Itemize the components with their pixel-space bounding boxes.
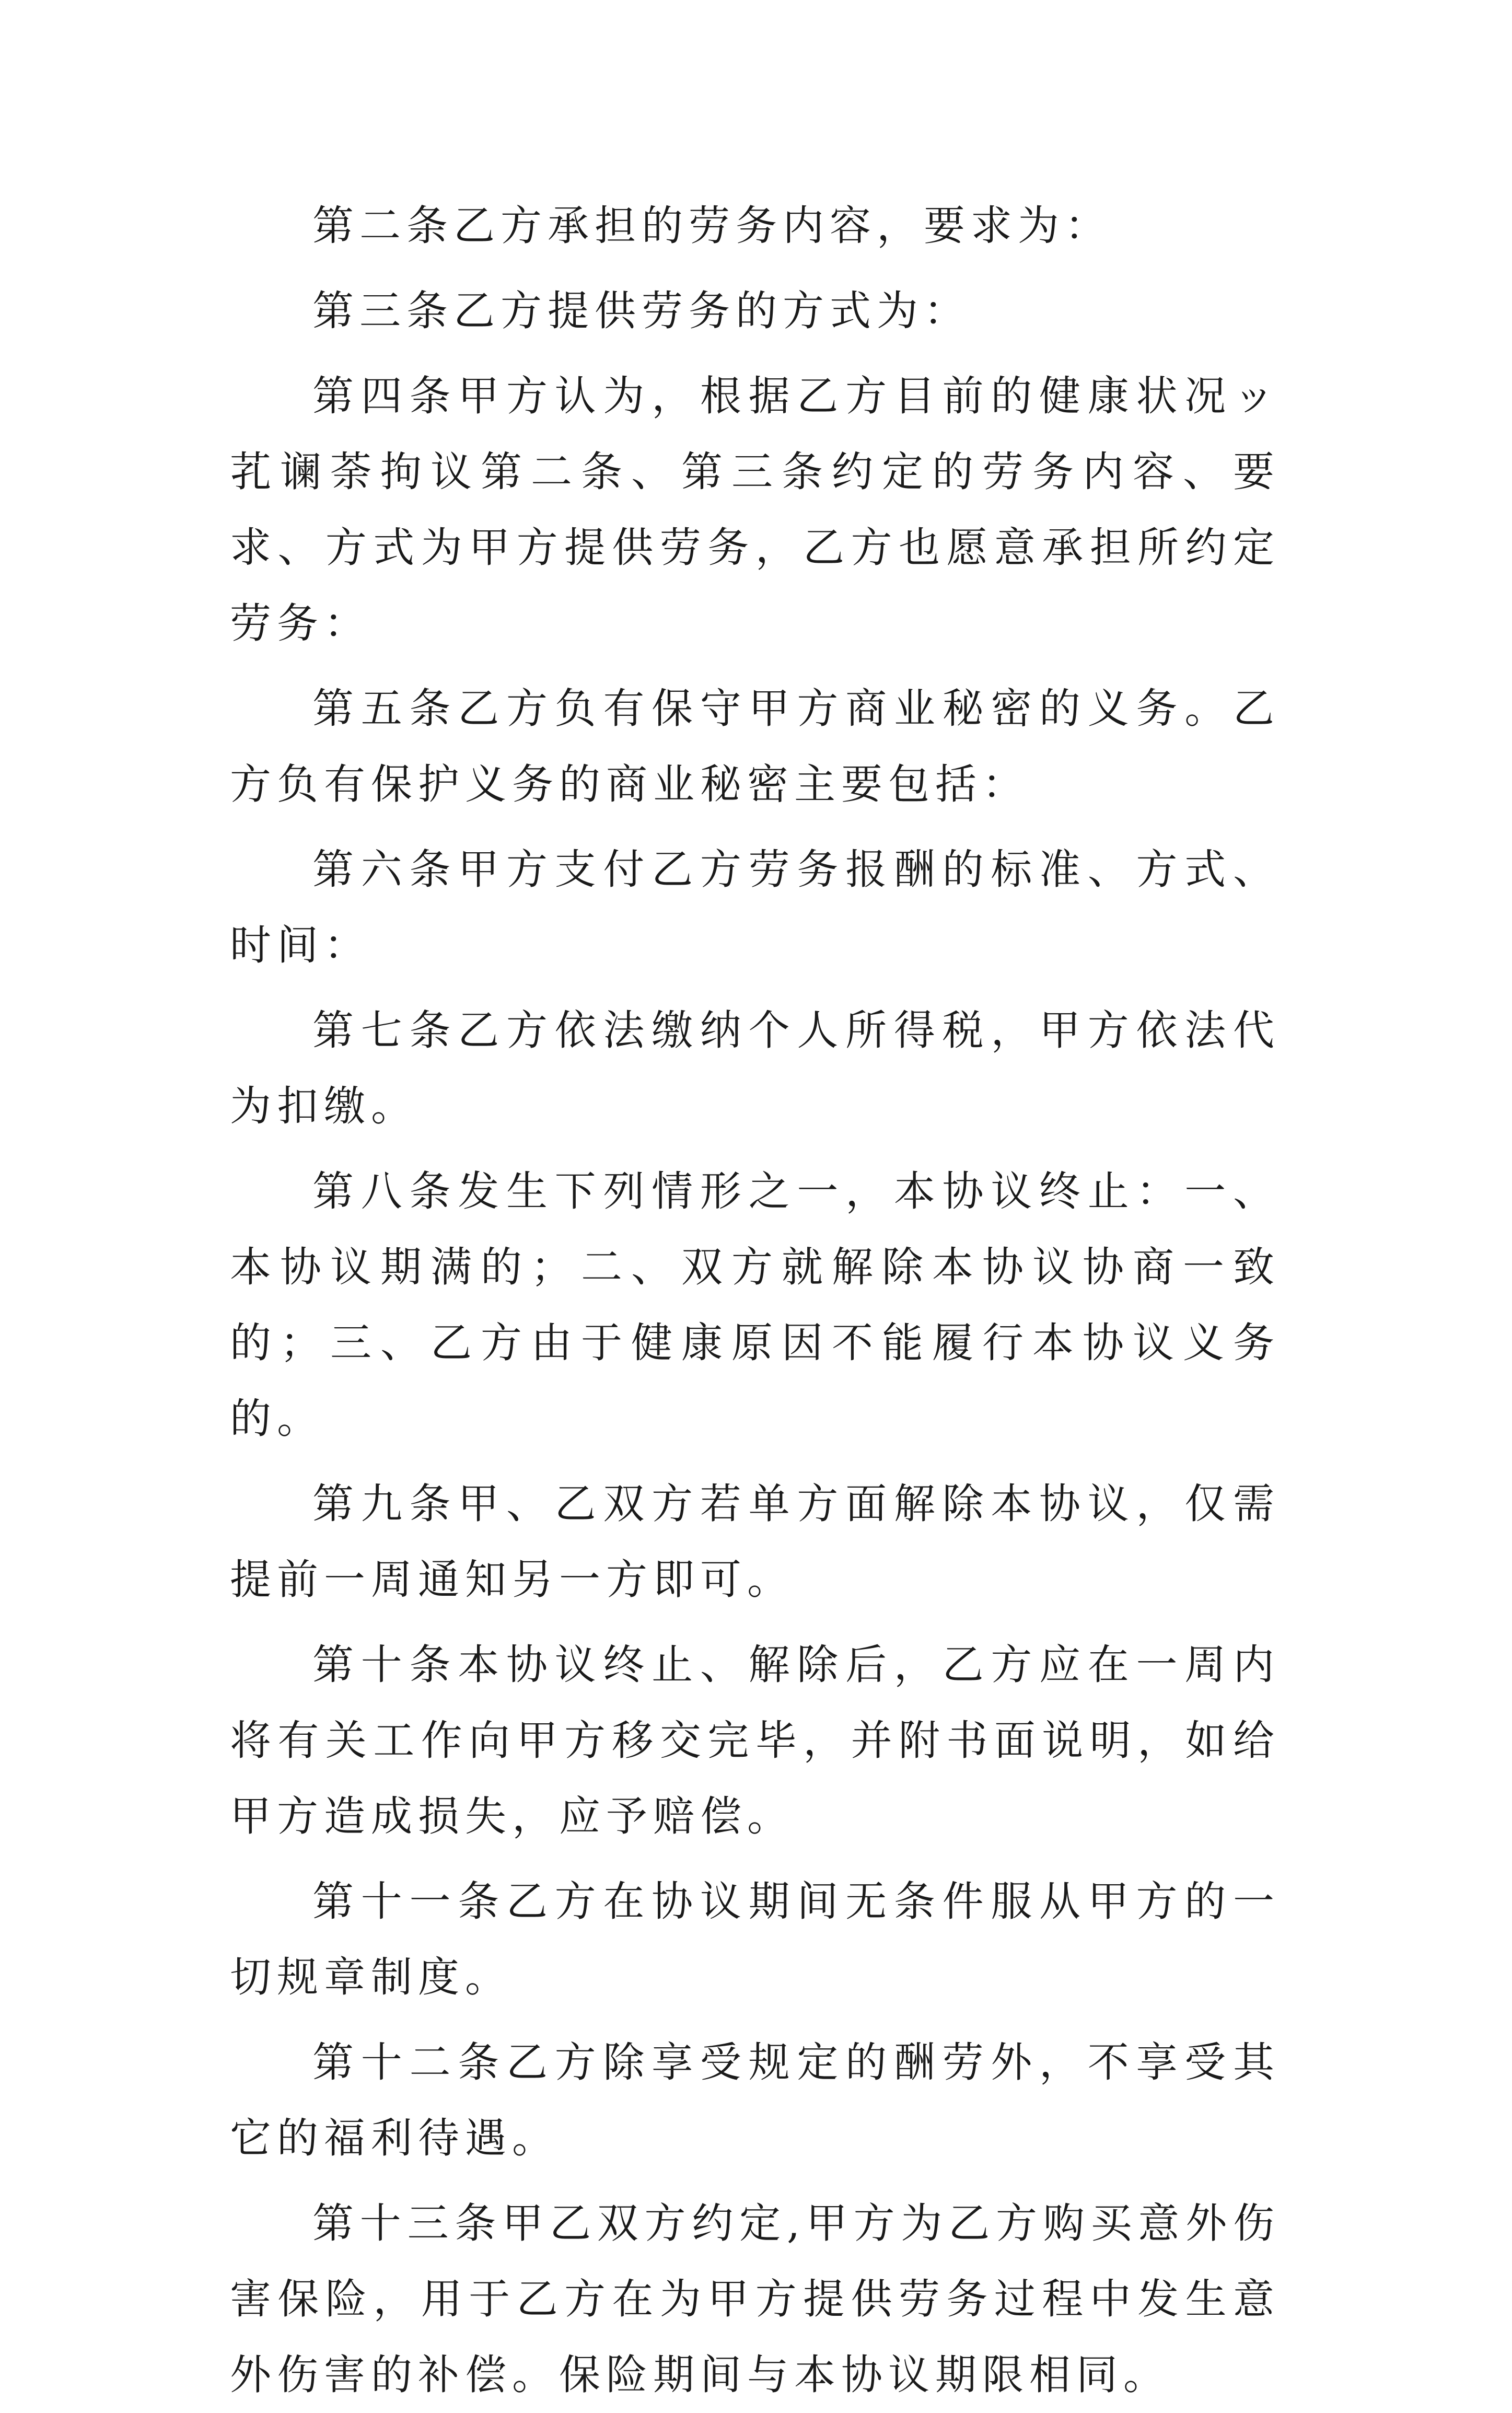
clause-9: 第九条甲、乙双方若单方面解除本协议，仅需提前一周通知另一方即可。 <box>230 1480 1280 1604</box>
clause-7: 第七条乙方依法缴纳个人所得税，甲方依法代为扣缴。 <box>230 1006 1280 1130</box>
clause-4: 第四条甲方认为，根据乙方目前的健康状况ッ芤谰荼拘议第二条、第三条约定的劳务内容、要求、方式为甲方提供劳务，乙方也愿意承担所约定劳务： <box>230 372 1280 647</box>
clause-5: 第五条乙方负有保守甲方商业秘密的义务。乙方负有保护义务的商业秘密主要包括： <box>230 685 1280 808</box>
document-body <box>230 188 1280 2413</box>
clause-8: 第八条发生下列情形之一，本协议终止：一、本协议期满的；二、双方就解除本协议协商一致的；三、乙方由于健康原因不能履行本协议义务的。 <box>230 1167 1280 1443</box>
clause-10: 第十条本协议终止、解除后，乙方应在一周内将有关工作向甲方移交完毕，并附书面说明，如给甲方造成损失，应予赔偿。 <box>230 1641 1280 1840</box>
clause-12: 第十二条乙方除享受规定的酬劳外，不享受其它的福利待遇。 <box>230 2038 1280 2162</box>
clause-11: 第十一条乙方在协议期间无条件服从甲方的一切规章制度。 <box>230 1877 1280 2001</box>
clause-6: 第六条甲方支付乙方劳务报酬的标准、方式、时间： <box>230 845 1280 969</box>
clause-13: 第十三条甲乙双方约定,甲方为乙方购买意外伤害保险，用于乙方在为甲方提供劳务过程中发生意外伤害的补偿。保险期间与本协议期限相同。 <box>230 2199 1280 2399</box>
clause-3: 第三条乙方提供劳务的方式为： <box>312 287 971 335</box>
clause-2: 第二条乙方承担的劳务内容，要求为： <box>312 202 1112 250</box>
